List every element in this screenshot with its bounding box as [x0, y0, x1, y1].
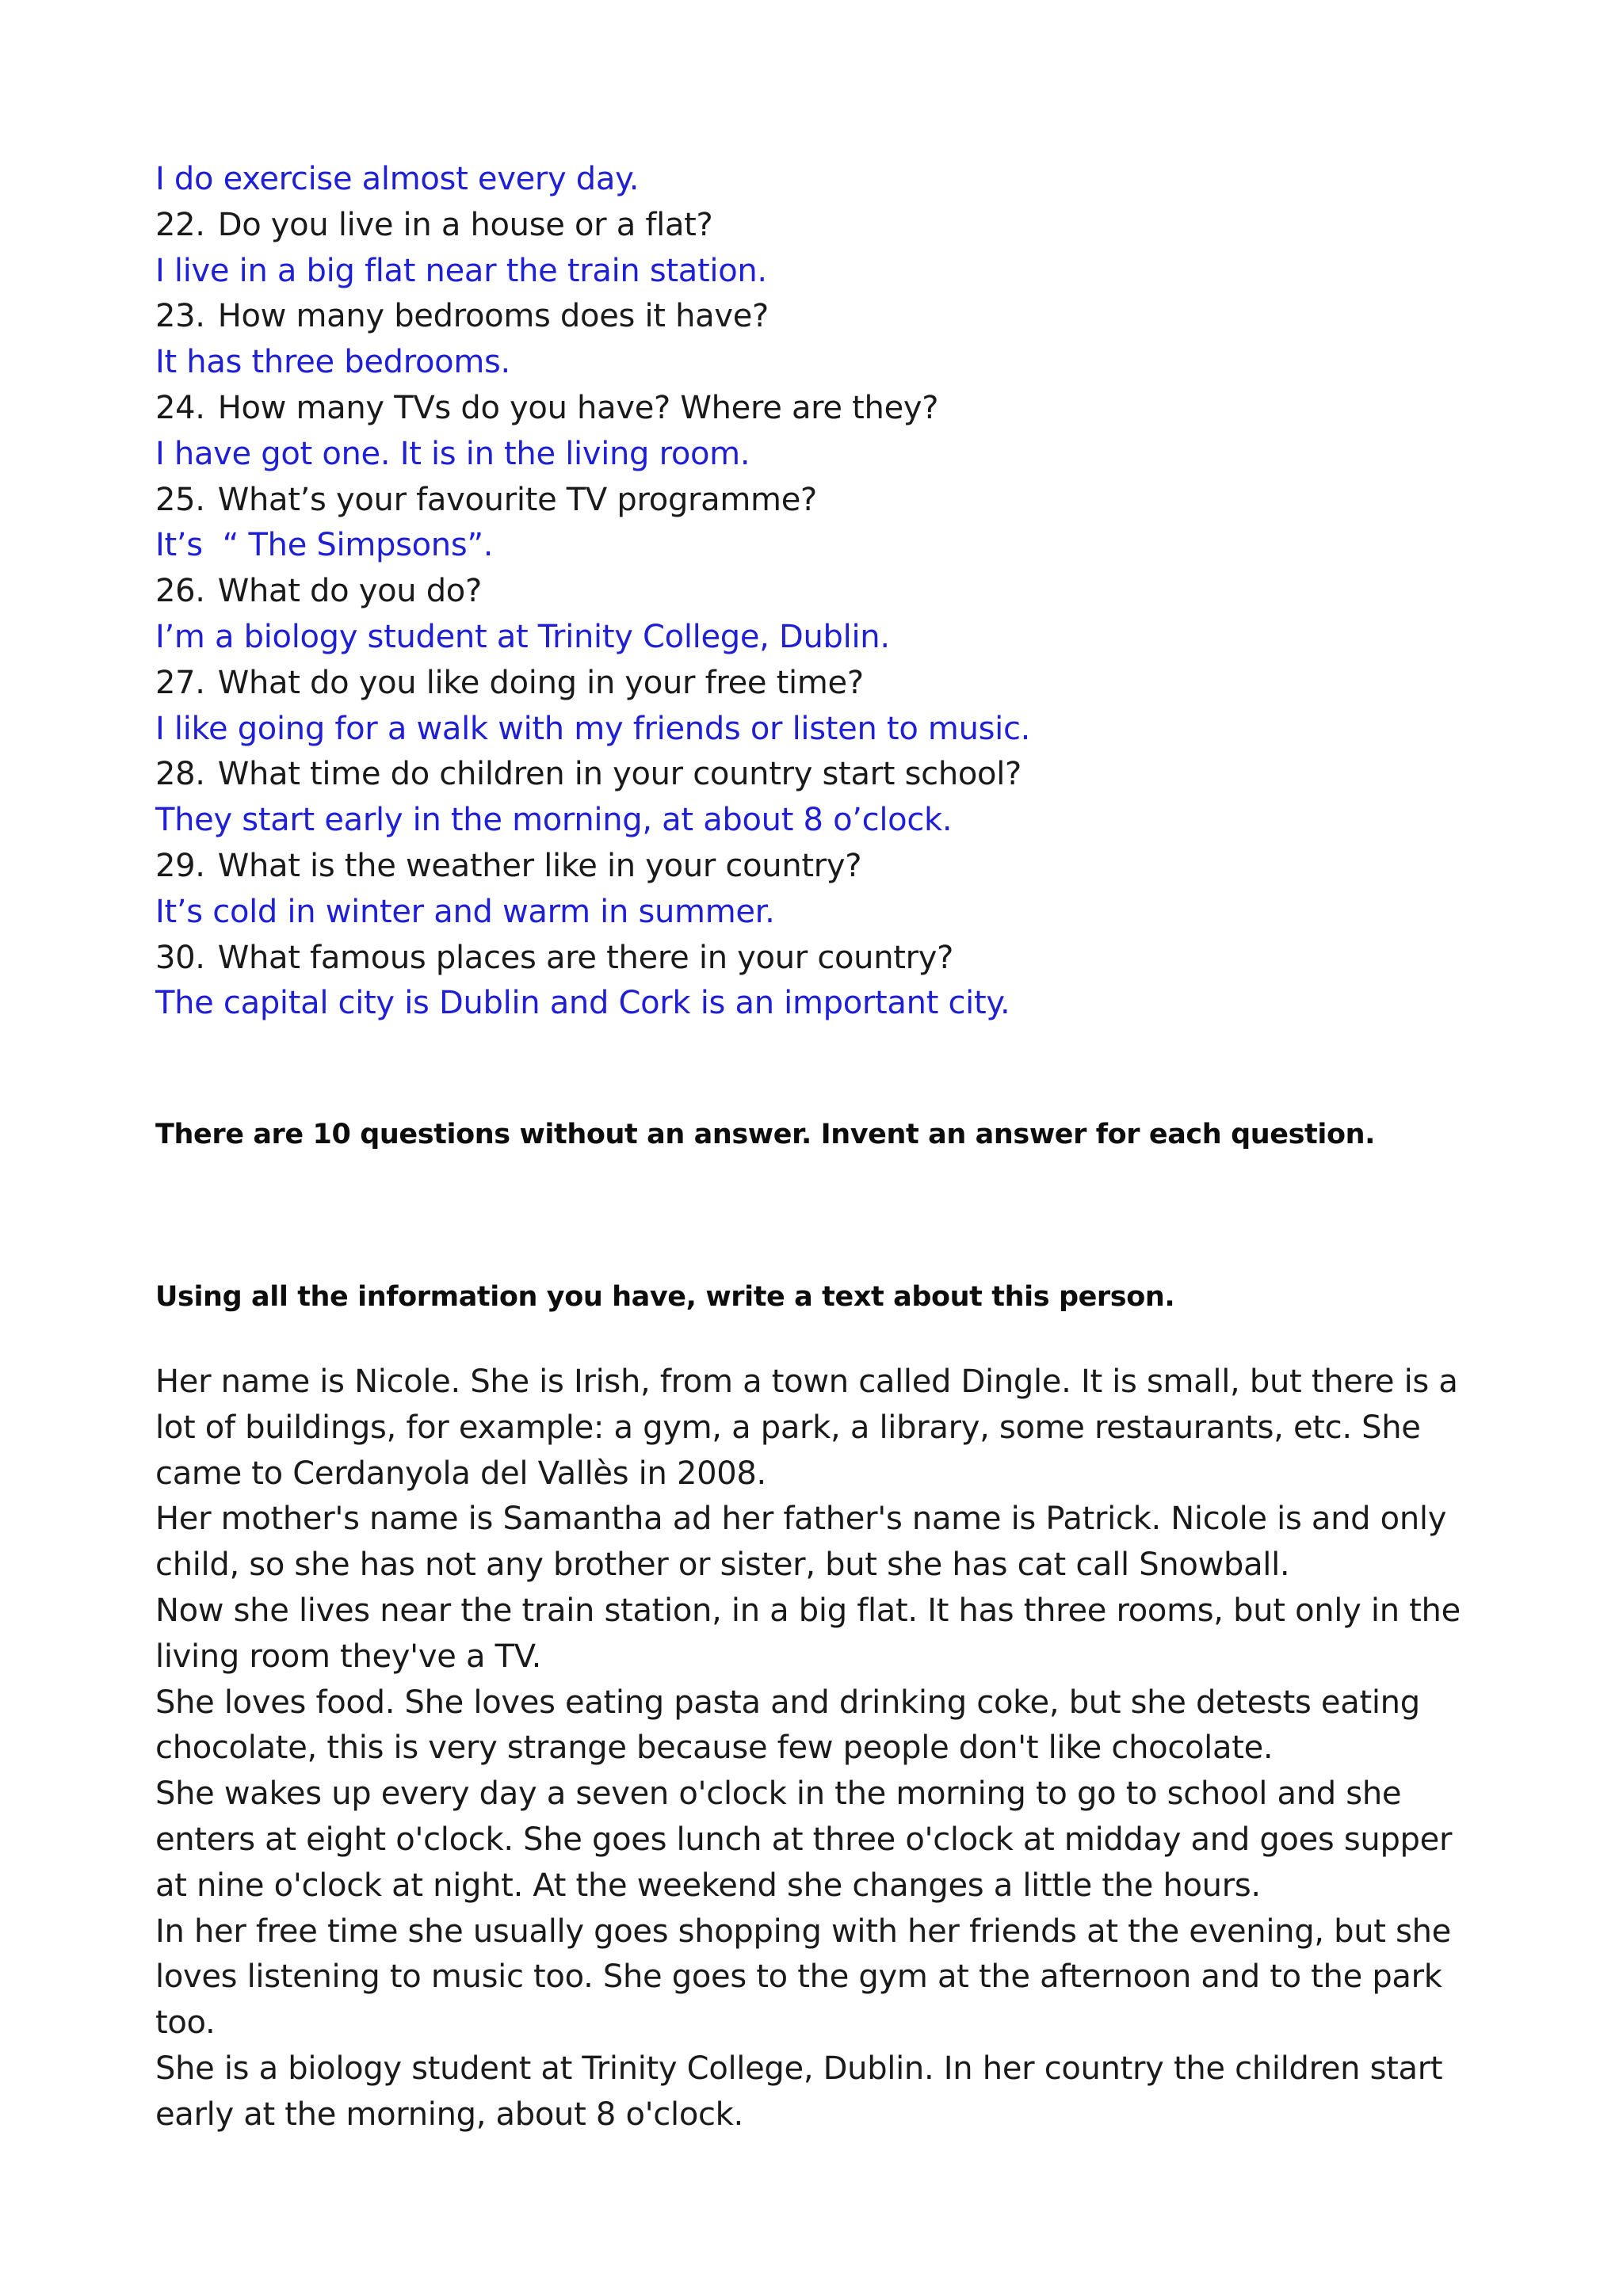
answer-line: It has three bedrooms.	[155, 344, 510, 381]
question-number: 27.	[155, 664, 205, 701]
question-line	[155, 752, 1503, 798]
essay-paragraph: She is a biology student at Trinity College, Dublin. In her country the children start early at the morning, about 8 o'clock.	[155, 2050, 1443, 2133]
essay-paragraph: In her free time she usually goes shopping with her friends at the evening, but she loves listening to music too. She goes to the gym at the afternoon and to the park too.	[155, 1913, 1451, 2042]
question-text: Do you live in a house or a flat?	[217, 206, 713, 243]
question-text: What time do children in your country start school?	[217, 756, 1022, 793]
question-number: 28.	[155, 756, 205, 793]
question-text: What famous places are there in your country?	[217, 939, 954, 976]
answer-line: I have got one. It is in the living room.	[155, 435, 750, 472]
essay-paragraph: Her name is Nicole. She is Irish, from a town called Dingle. It is small, but there is a lot of buildings, for example: a gym, a park, a library, some restaurants, etc. She came to Cerdanyola del Vallès in 2008.	[155, 1363, 1458, 1492]
answer-line: It’s “ The Simpsons”.	[155, 527, 494, 564]
question-number: 22.	[155, 206, 205, 243]
question-line	[155, 386, 1503, 432]
answer-line: I live in a big flat near the train station.	[155, 252, 767, 289]
question-text: What do you do?	[217, 573, 482, 610]
question-number: 24.	[155, 389, 205, 426]
essay-paragraph: She loves food. She loves eating pasta and drinking coke, but she detests eating chocolate, this is very strange because few people don't like chocolate.	[155, 1684, 1420, 1767]
question-number: 30.	[155, 939, 205, 976]
question-number: 29.	[155, 847, 205, 884]
question-line	[155, 844, 1503, 890]
question-number: 26.	[155, 573, 205, 610]
answer-line: They start early in the morning, at about 8 o’clock.	[155, 802, 953, 839]
question-line	[155, 936, 1503, 982]
question-text: How many TVs do you have? Where are they?	[217, 389, 939, 426]
essay-paragraph: Now she lives near the train station, in a big flat. It has three rooms, but only in the living room they've a TV.	[155, 1592, 1461, 1675]
question-line	[155, 294, 1503, 340]
answer-line: It’s cold in winter and warm in summer.	[155, 893, 775, 930]
answer-line: The capital city is Dublin and Cork is an important city.	[155, 985, 1010, 1022]
answer-line: I’m a biology student at Trinity College, Dublin.	[155, 618, 890, 655]
essay-text	[155, 1360, 1463, 2138]
question-line	[155, 661, 1503, 707]
question-text: What is the weather like in your country?	[217, 847, 862, 884]
answer-line: I do exercise almost every day.	[155, 161, 640, 197]
question-text: How many bedrooms does it have?	[217, 298, 769, 335]
question-text: What’s your favourite TV programme?	[217, 481, 817, 518]
question-number: 23.	[155, 298, 205, 335]
instruction-invent-answers: There are 10 questions without an answer. Invent an answer for each question.	[155, 1119, 1376, 1150]
essay-paragraph: Her mother's name is Samantha ad her father's name is Patrick. Nicole is and only child, so she has not any brother or sister, but she has cat call Snowball.	[155, 1501, 1447, 1584]
essay-paragraph: She wakes up every day a seven o'clock in the morning to go to school and she enters at eight o'clock. She goes lunch at three o'clock at midday and goes supper at nine o'clock at night. At the weekend she changes a little the hours.	[155, 1775, 1453, 1904]
question-line	[155, 203, 1503, 249]
instruction-write-text: Using all the information you have, write a text about this person.	[155, 1281, 1175, 1313]
answer-line: I like going for a walk with my friends or listen to music.	[155, 710, 1031, 747]
question-number: 25.	[155, 481, 205, 518]
question-text: What do you like doing in your free time?	[217, 664, 864, 701]
question-line	[155, 569, 1503, 615]
question-line	[155, 478, 1503, 524]
question-answer-list	[155, 157, 1503, 1027]
